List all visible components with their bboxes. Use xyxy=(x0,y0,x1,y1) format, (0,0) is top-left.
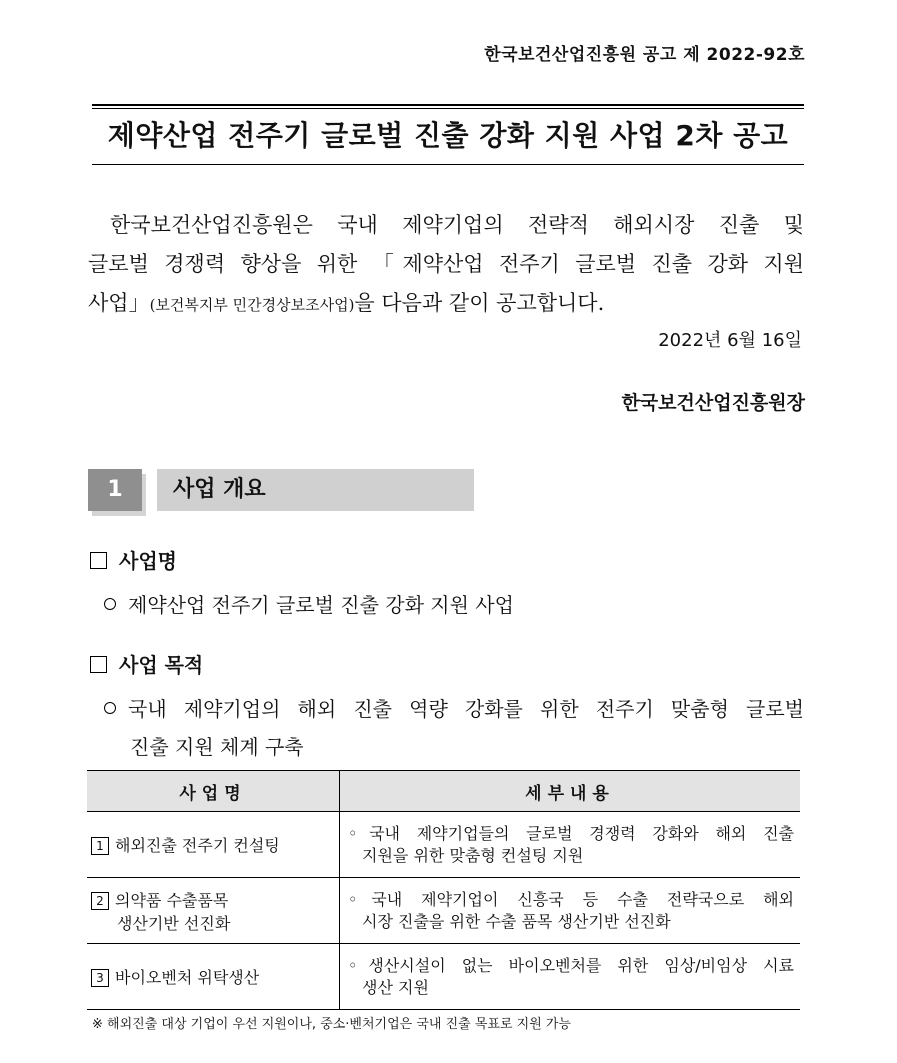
project-name-value: 제약산업 전주기 글로벌 진출 강화 지원 사업 xyxy=(128,593,514,617)
row-desc-cell xyxy=(340,878,801,944)
purpose-line-2: 진출 지원 체계 구축 xyxy=(130,735,304,759)
purpose-line-1-text: 국내 제약기업의 해외 진출 역량 강화를 위한 전주기 맞춤형 글로벌 xyxy=(128,697,804,721)
section-title: 사업 개요 xyxy=(173,477,266,502)
project-table xyxy=(87,770,800,1010)
footnote: ※ 해외진출 대상 기업이 우선 지원이나, 중소·벤처기업은 국내 진출 목표로 지원 가능 xyxy=(92,1017,572,1032)
checkbox-square-icon xyxy=(90,552,107,569)
intro-line-3-a: 사업」 xyxy=(88,291,150,315)
row-name-cell xyxy=(87,812,340,878)
project-purpose-heading-text: 사업 목적 xyxy=(119,653,204,677)
project-name-item xyxy=(104,586,514,624)
row-desc-line-2: 시장 진출을 위한 수출 품목 생산기반 선진화 xyxy=(362,911,671,931)
title-top-rule xyxy=(92,104,804,106)
row-name: 바이오벤처 위탁생산 xyxy=(115,968,260,987)
row-number-box: 3 xyxy=(91,969,109,987)
section-number: 1 xyxy=(88,469,142,511)
table-row xyxy=(87,812,800,878)
row-desc-line-1: ◦국내 제약기업이 신흥국 등 수출 전략국으로 해외 xyxy=(348,889,794,909)
row-desc-cell xyxy=(340,812,801,878)
project-purpose-heading xyxy=(90,649,203,678)
table-header-row xyxy=(87,771,800,812)
intro-line-3-b: 을 다음과 같이 공고합니다. xyxy=(354,291,605,315)
row-desc-line-1: ◦국내 제약기업들의 글로벌 경쟁력 강화와 해외 진출 xyxy=(348,823,794,843)
title-bottom-rule xyxy=(92,164,804,165)
checkbox-square-icon xyxy=(90,656,107,673)
table-row xyxy=(87,878,800,944)
document-title: 제약산업 전주기 글로벌 진출 강화 지원 사업 2차 공고 xyxy=(107,119,789,152)
signatory: 한국보건산업진흥원장 xyxy=(621,392,805,414)
announcement-date: 2022년 6월 16일 xyxy=(658,330,802,351)
intro-line-1: 한국보건산업진흥원은 국내 제약기업의 전략적 해외시장 진출 및 xyxy=(110,213,804,237)
project-name-heading-text: 사업명 xyxy=(119,549,177,573)
row-number-box: 2 xyxy=(91,892,109,910)
header-details: 세부내용 xyxy=(340,771,801,812)
header-project-name: 사업명 xyxy=(87,771,340,812)
row-desc-line-1: ◦생산시설이 없는 바이오벤처를 위한 임상/비임상 시료 xyxy=(348,955,794,975)
intro-paragraph xyxy=(88,206,804,325)
row-number-box: 1 xyxy=(91,837,109,855)
title-top-rule-thin xyxy=(92,108,804,109)
row-desc-line-2: 지원을 위한 맞춤형 컨설팅 지원 xyxy=(362,845,584,865)
row-name: 의약품 수출품목 xyxy=(115,890,229,910)
row-name-line-2: 생산기반 선진화 xyxy=(117,913,231,933)
purpose-line-1 xyxy=(104,690,804,728)
row-desc-cell xyxy=(340,944,801,1010)
intro-line-3-note: (보건복지부 민간경상보조사업) xyxy=(149,296,355,314)
row-desc-line-2: 생산 지원 xyxy=(362,977,429,997)
intro-line-3 xyxy=(88,284,804,325)
row-name: 해외진출 전주기 컨설팅 xyxy=(115,836,280,855)
row-name-cell xyxy=(87,878,340,944)
project-purpose-item xyxy=(104,690,804,766)
intro-line-2: 글로벌 경쟁력 향상을 위한 「제약산업 전주기 글로벌 진출 강화 지원 xyxy=(88,252,804,276)
notice-number: 한국보건산업진흥원 공고 제 2022-92호 xyxy=(484,45,805,65)
row-name-cell xyxy=(87,944,340,1010)
circle-bullet-icon xyxy=(104,598,116,610)
table-row xyxy=(87,944,800,1010)
circle-bullet-icon xyxy=(104,702,116,714)
project-name-heading xyxy=(90,545,177,574)
